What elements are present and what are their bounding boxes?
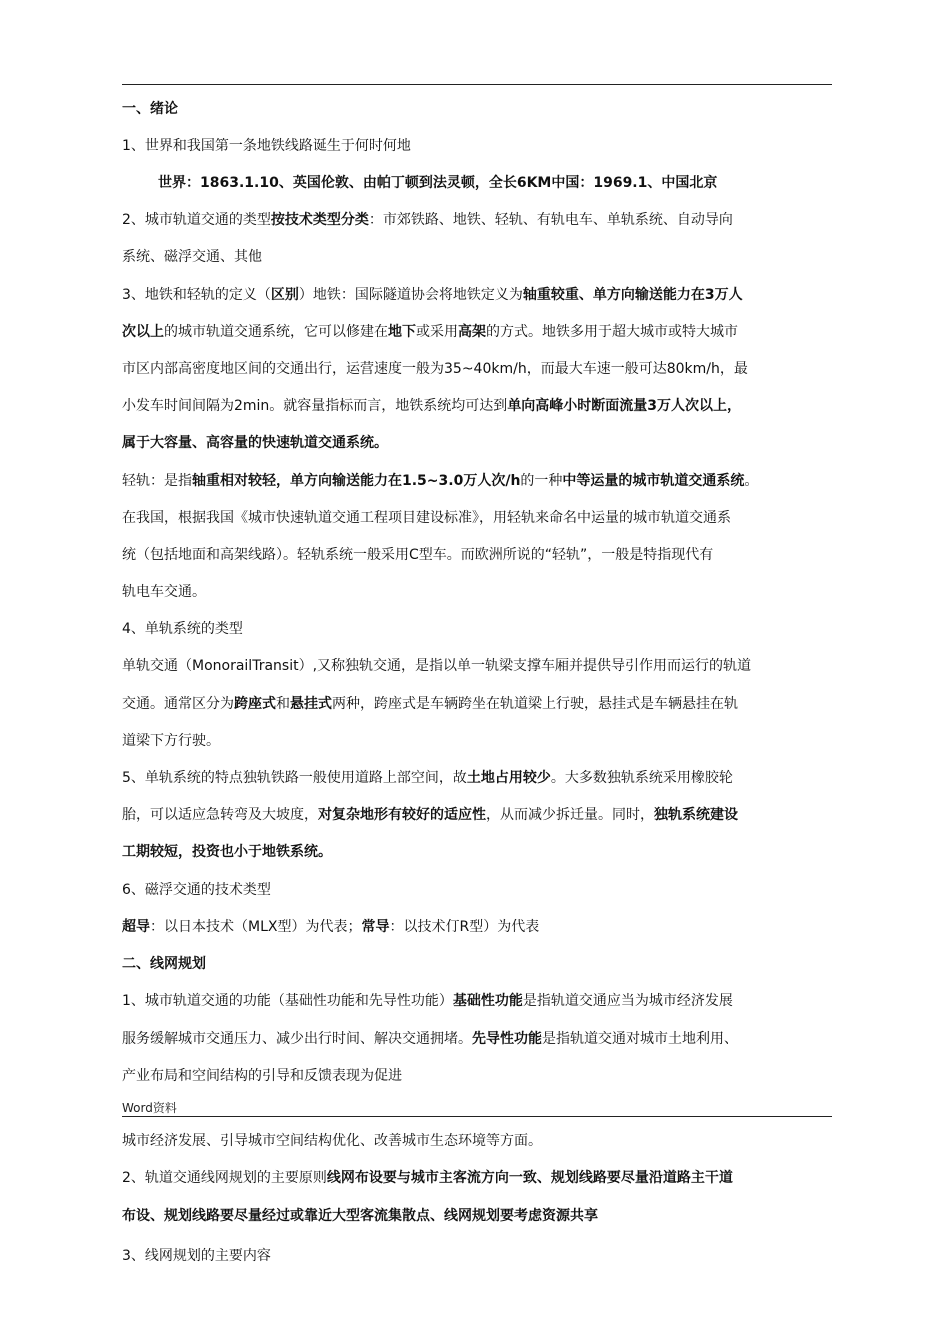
network-point1-line1: 1、城市轨道交通的功能（基础性功能和先导性功能）基础性功能是指轨道交通应当为城市经济发展 — [122, 993, 733, 1009]
monorail-line3: 道梁下方行驶。 — [122, 733, 220, 749]
monorail-line1: 单轨交通（MonorailTransit）,又称独轨交通，是指以单一轨梁支撑车厢并提供导引作用而运行的轨道 — [122, 658, 752, 674]
page-footer: Word资料 — [122, 1101, 177, 1115]
question-3-line1: 3、地铁和轻轨的定义（区别）地铁：国际隧道协会将地铁定义为轴重较重、单方向输送能力在3万人 — [122, 287, 743, 303]
top-rule — [122, 84, 832, 85]
question-2-line1: 2、城市轨道交通的类型按技术类型分类：市郊铁路、地铁、轻轨、有轨电车、单轨系统、自动导向 — [122, 212, 733, 228]
question-3-line5: 属于大容量、高容量的快速轨道交通系统。 — [122, 435, 388, 451]
question-2-line2: 系统、磁浮交通、其他 — [122, 249, 262, 265]
question-1: 1、世界和我国第一条地铁线路诞生于何时何地 — [122, 138, 411, 154]
question-3-line3: 市区内部高密度地区间的交通出行，运营速度一般为35~40km/h，而最大车速一般可达80km/h，最 — [122, 361, 748, 377]
question-5-line3: 工期较短，投资也小于地铁系统。 — [122, 844, 332, 860]
question-5-line2: 胎，可以适应急转弯及大坡度，对复杂地形有较好的适应性，从而减少拆迁量。同时，独轨系统建设 — [122, 807, 738, 823]
light-rail-line2: 在我国，根据我国《城市快速轨道交通工程项目建设标准》，用轻轨来命名中运量的城市轨道交通系 — [122, 510, 731, 526]
question-5-line1: 5、单轨系统的特点独轨铁路一般使用道路上部空间，故土地占用较少。大多数独轨系统采用橡胶轮 — [122, 770, 733, 786]
monorail-line2: 交通。通常区分为跨座式和悬挂式两种，跨座式是车辆跨坐在轨道梁上行驶，悬挂式是车辆悬挂在轨 — [122, 696, 738, 712]
network-point1-line2: 服务缓解城市交通压力、减少出行时间、解决交通拥堵。先导性功能是指轨道交通对城市土地利用、 — [122, 1031, 738, 1047]
question-4: 4、单轨系统的类型 — [122, 621, 243, 637]
question-3-line4: 小发车时间间隔为2min。就容量指标而言，地铁系统均可达到单向高峰小时断面流量3万人次以上， — [122, 398, 742, 414]
light-rail-line4: 轨电车交通。 — [122, 584, 206, 600]
question-3-line2: 次以上的城市轨道交通系统，它可以修建在地下或采用高架的方式。地铁多用于超大城市或特大城市 — [122, 324, 738, 340]
network-point1-continuation: 城市经济发展、引导城市空间结构优化、改善城市生态环境等方面。 — [122, 1133, 542, 1149]
network-point2-line2: 布设、规划线路要尽量经过或靠近大型客流集散点、线网规划要考虑资源共享 — [122, 1208, 598, 1224]
network-point1-line3: 产业布局和空间结构的引导和反馈表现为促进 — [122, 1068, 402, 1084]
network-point3: 3、线网规划的主要内容 — [122, 1248, 271, 1264]
section-heading-intro: 一、绪论 — [122, 101, 178, 117]
answer-6: 超导：以日本技术（MLX型）为代表；常导：以技术仃R型）为代表 — [122, 919, 540, 935]
question-6: 6、磁浮交通的技术类型 — [122, 882, 271, 898]
answer-1: 世界：1863.1.10、英国伦敦、由帕丁顿到法灵顿，全长6KM中国：1969.1、中国北京 — [158, 175, 718, 191]
light-rail-line1: 轻轨：是指轴重相对较轻，单方向输送能力在1.5~3.0万人次/h的一种中等运量的城市轨道交通系统。 — [122, 473, 759, 489]
section-heading-network: 二、线网规划 — [122, 956, 206, 972]
footer-rule — [122, 1116, 832, 1117]
network-point2-line1: 2、轨道交通线网规划的主要原则线网布设要与城市主客流方向一致、规划线路要尽量沿道路主干道 — [122, 1170, 733, 1186]
light-rail-line3: 统（包括地面和高架线路）。轻轨系统一般采用C型车。而欧洲所说的“轻轨”，一般是特指现代有 — [122, 547, 714, 563]
